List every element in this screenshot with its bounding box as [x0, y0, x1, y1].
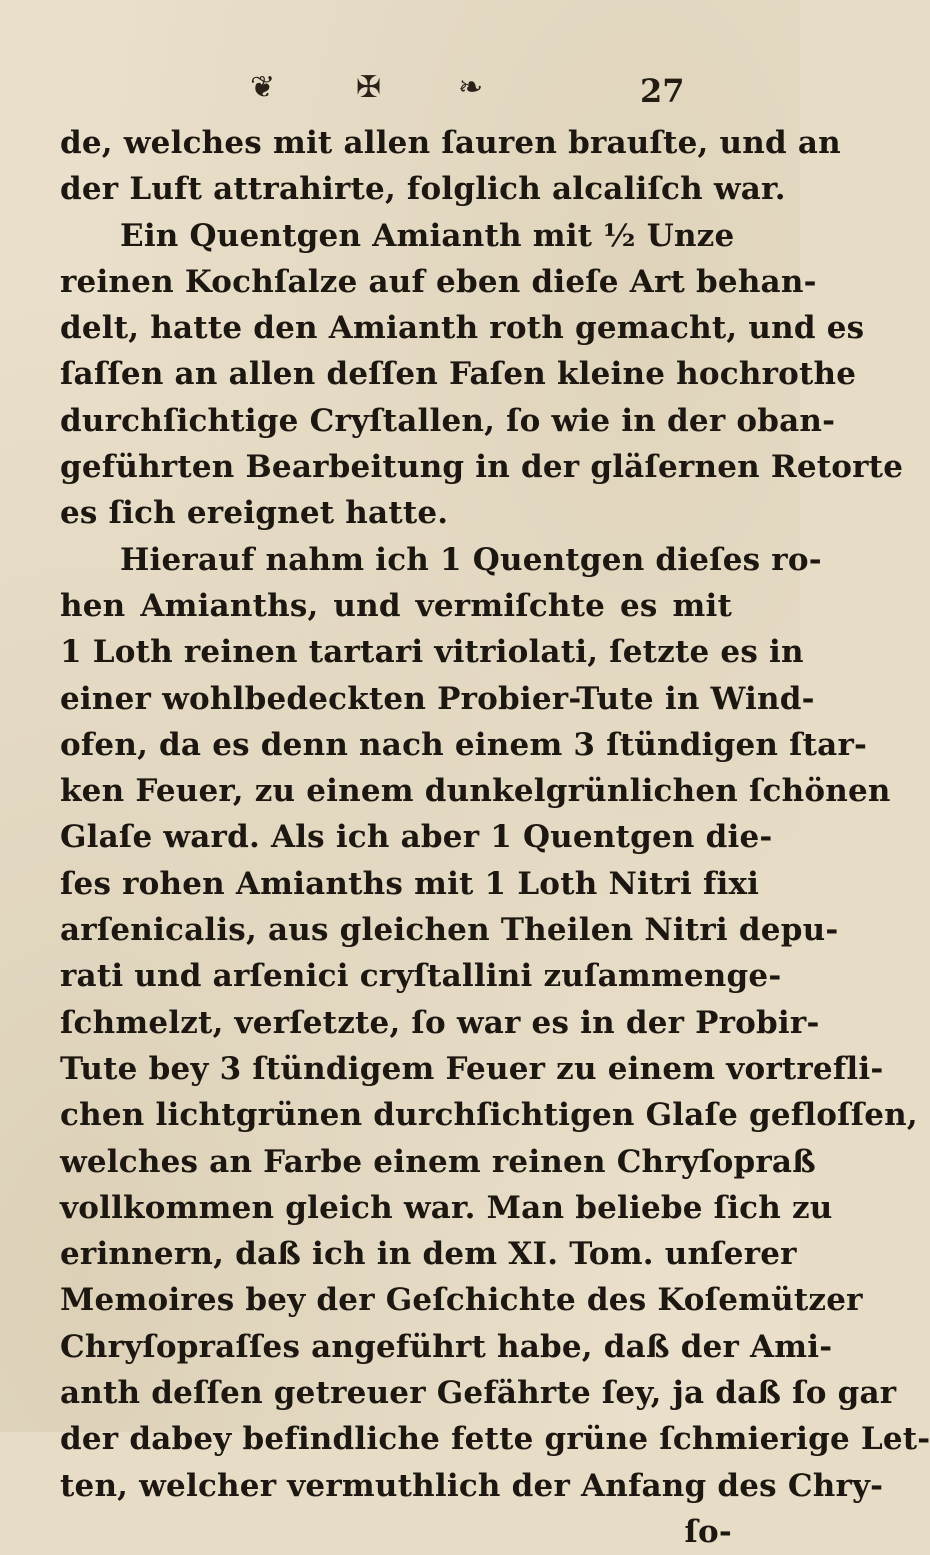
header-ornament-right: ❧	[458, 70, 486, 105]
text-line: anth deſſen getreuer Gefährte ſey, ja daß ſo gar	[60, 1375, 897, 1412]
text-line: 1 Loth reinen tartari vitriolati, ſetzte es in	[60, 634, 804, 671]
page-header	[60, 62, 740, 118]
text-line: reinen Kochſalze auf eben dieſe Art behan-	[60, 263, 817, 300]
text-line: delt, hatte den Amianth roth gemacht, und es	[60, 310, 865, 347]
text-line: Chryſopraſſes angeführt habe, daß der Ami-	[60, 1328, 833, 1365]
text-line: Hierauf nahm ich 1 Quentgen dieſes ro-	[120, 541, 822, 578]
text-line: vollkommen gleich war. Man beliebe ſich zu	[60, 1189, 833, 1226]
text-line: chen lichtgrünen durchſichtigen Glaſe gefloſſen,	[60, 1097, 918, 1134]
page-number: 27	[640, 72, 685, 110]
text-line: Memoires bey der Geſchichte des Koſemützer	[60, 1282, 863, 1319]
header-ornament-left: ❦	[250, 70, 278, 105]
text-line: ſes rohen Amianths mit 1 Loth Nitri fixi	[60, 865, 760, 902]
text-line: der Luft attrahirte, folglich alcaliſch war.	[60, 171, 786, 208]
text-line: de, welches mit allen ſauren brauſte, und an	[60, 125, 841, 161]
catchword: ſo-	[684, 1513, 732, 1550]
body-text	[60, 120, 930, 1555]
text-line: durchſichtige Cryſtallen, ſo wie in der oban-	[60, 402, 836, 439]
text-line: ken Feuer, zu einem dunkelgrünlichen ſchönen	[60, 773, 891, 810]
text-line: geführten Bearbeitung in der gläſernen Retorte	[60, 449, 904, 486]
text-line: der dabey befindliche fette grüne ſchmierige Let-	[60, 1421, 930, 1458]
text-line: ten, welcher vermuthlich der Anfang des Chry-	[60, 1467, 884, 1504]
text-line: einer wohlbedeckten Probier-Tute in Wind-	[60, 680, 815, 717]
text-line: ſaſſen an allen deſſen Faſen kleine hochrothe	[60, 356, 857, 393]
text-line: erinnern, daß ich in dem XI. Tom. unſerer	[60, 1236, 797, 1273]
text-line: Ein Quentgen Amianth mit ½ Unze	[120, 217, 735, 254]
header-ornament-center: ✠	[356, 70, 384, 105]
text-line: Tute bey 3 ſtündigem Feuer zu einem vortrefli-	[60, 1050, 884, 1087]
text-line: es ſich ereignet hatte.	[60, 495, 449, 532]
text-line: ſchmelzt, verſetzte, ſo war es in der Probir-	[60, 1004, 820, 1041]
text-line: arſenicalis, aus gleichen Theilen Nitri depu-	[60, 912, 839, 949]
text-line: hen Amianths, und vermiſchte es mit	[60, 587, 732, 624]
text-line: rati und arſenici cryſtallini zuſammenge-	[60, 958, 782, 995]
text-line: Glaſe ward. Als ich aber 1 Quentgen die-	[60, 819, 773, 856]
text-line: ofen, da es denn nach einem 3 ſtündigen ſtar-	[60, 726, 868, 763]
text-line: welches an Farbe einem reinen Chryſopraß	[60, 1143, 816, 1180]
